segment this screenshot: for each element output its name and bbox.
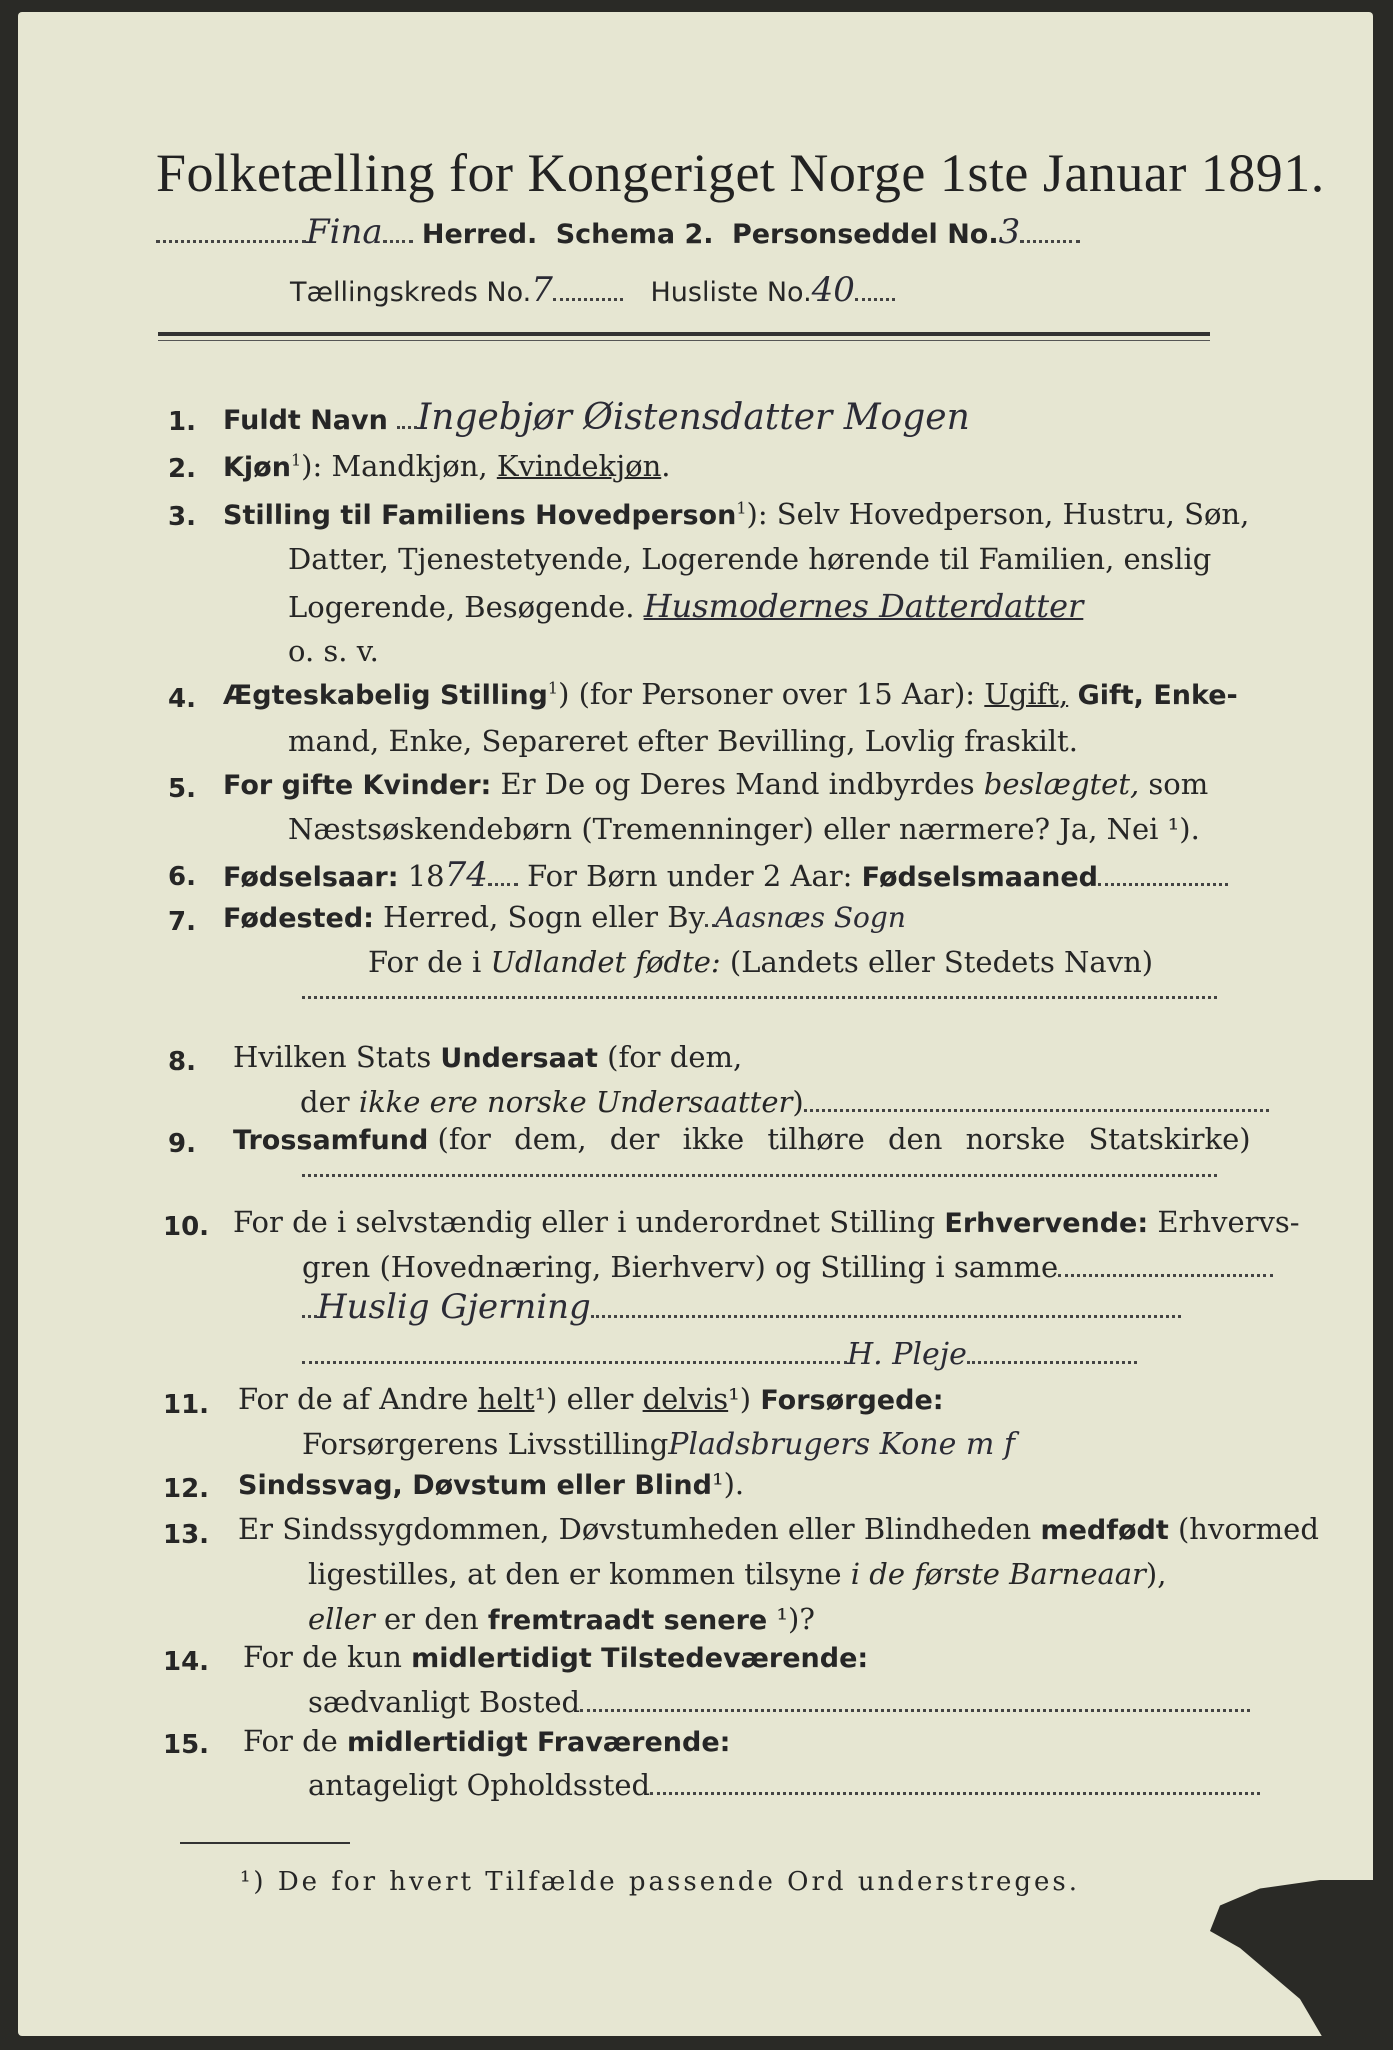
kreds-value: 7 [531, 270, 553, 310]
q8-number: 8. [168, 1047, 196, 1077]
personseddel-label: Personseddel No. [731, 219, 999, 250]
q1-label: Fuldt Navn [223, 405, 388, 436]
kreds-label: Tællingskreds No. [290, 277, 532, 308]
q9-number: 9. [168, 1129, 196, 1159]
header-rule [158, 332, 1210, 336]
q6-year-value: 74 [444, 855, 488, 895]
q14-number: 14. [163, 1647, 210, 1677]
header-rule-thin [158, 340, 1210, 341]
q11-number: 11. [163, 1390, 210, 1420]
q10-number: 10. [163, 1212, 210, 1242]
q12-number: 12. [163, 1474, 210, 1504]
q4-selected: Ugift, [984, 677, 1069, 711]
form-title: Folketælling for Kongeriget Norge 1ste Januar 1891. [156, 143, 1325, 203]
husliste-value: 40 [811, 270, 855, 310]
q3-number: 3. [168, 502, 196, 532]
q10-occupation-value-2: H. Pleje [847, 1337, 967, 1372]
herred-line [156, 212, 1080, 252]
herred-label: Herred. [421, 219, 538, 250]
q7-number: 7. [168, 907, 196, 937]
q7-birthplace-value: Aasnæs Sogn [714, 901, 906, 934]
q5-number: 5. [168, 774, 196, 804]
q1-number: 1. [168, 407, 196, 437]
q1-name-value: Ingebjør Øistensdatter Mogen [417, 397, 970, 438]
q6-number: 6. [168, 862, 196, 892]
q4-number: 4. [168, 684, 196, 714]
schema-label: Schema 2. [555, 219, 714, 250]
q2-line: Kjøn$^1$): Mandkjøn, Kvindekjøn. [223, 449, 671, 483]
husliste-label: Husliste No. [650, 277, 812, 308]
footnote: ¹) De for hvert Tilfælde passende Ord understreges. [240, 1867, 1081, 1897]
q13-number: 13. [163, 1520, 210, 1550]
kreds-line [290, 270, 895, 310]
q3-value: Husmodernes Datterdatter [643, 587, 1084, 625]
q2-selected: Kvindekjøn [496, 449, 662, 483]
q11-provider-value: Pladsbrugers Kone m f [668, 1427, 1016, 1462]
q1-line [223, 397, 970, 438]
q15-number: 15. [163, 1730, 210, 1760]
census-form: Folketælling for Kongeriget Norge 1ste Januar 1891. Fina Herred. Schema 2. Personseddel No.3 Tællingskreds No.7 Husliste No.40 1. Fuldt Navn Ingebjør Øistensdatter Mogen 2. Kjøn$^1$): Mandkjøn, Kvindekjøn. 3. Stilling til Familiens Hovedperson$^1$): Selv Hovedperson, Hustru, Søn, Datter, Tjenestetyende, Logerende hørende til Familien, enslig Logerende, Besøgende. Husmodernes Datterdatter o. s. v. 4. Ægteskabelig Stilling$^1$) (for Personer over 15 Aar): Ugift, Gift, Enke- mand, Enke, Separeret efter Bevilling, Lovlig fraskilt. 5. For gifte Kvinder: Er De og Deres Mand indbyrdes beslægtet, som Næstsøskendebørn (Tremenninger) eller nærmere? Ja, Nei ¹). 6. Fødselsaar: 1874 For Børn under 2 Aar: Fødselsmaaned 7. Fødested: Herred, Sogn eller By Aasnæs Sogn For de i Udlandet fødte: (Landets eller Stedets Navn) 8. Hvilken Stats Undersaat (for dem, der ikke ere norske Undersaatter) 9. Trossamfund (for dem, der ikke tilhøre den norske Statskirke) 10. For de i selvstændig eller i underordnet Stilling Erhvervende: Erhvervs- gren (Hovednæring, Bierhverv) og Stilling i samme Huslig Gjerning H. Pleje 11. For de af Andre helt¹) eller delvis¹) Forsørgede: Forsørgerens LivsstillingPladsbrugers Kone m f 12. Sindssvag, Døvstum eller Blind¹). 13. Er Sindssygdommen, Døvstumheden eller Blindheden medfødt (hvormed ligestilles, at den er kommen tilsyne i de første Barneaar), eller er den fremtraadt senere ¹)? 14. For de kun midlertidigt Tilstedeværende: sædvanligt Bosted 15. For de midlertidigt Fraværende: antageligt Opholdssted ¹) De for hvert Tilfælde passende Ord understreges. [18, 12, 1373, 2036]
personseddel-value: 3 [998, 212, 1021, 252]
footnote-rule [180, 1842, 350, 1844]
q2-number: 2. [168, 454, 196, 484]
herred-value: Fina [306, 212, 383, 252]
q10-occupation-value: Huslig Gjerning [317, 1287, 591, 1327]
